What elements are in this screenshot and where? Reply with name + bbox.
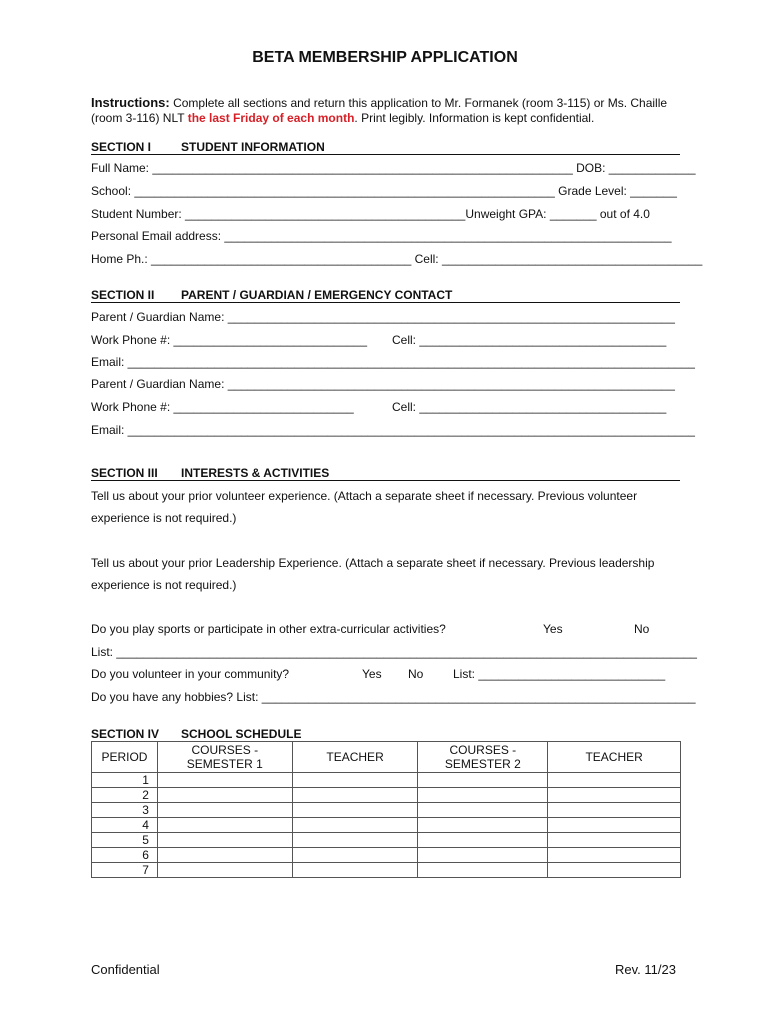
section-4-number: SECTION IV — [91, 727, 160, 741]
guardian-2-name-field[interactable]: Parent / Guardian Name: ___________________________________________________________________ — [91, 377, 675, 391]
schedule-row — [92, 848, 681, 863]
courses-sem1-header: COURSES - SEMESTER 1 — [157, 742, 292, 773]
courses-sem2-header: COURSES - SEMESTER 2 — [418, 742, 548, 773]
section-2-number: SECTION II — [91, 288, 155, 302]
course-sem2-cell[interactable] — [418, 848, 548, 863]
teacher-sem2-cell[interactable] — [548, 833, 681, 848]
teacher-sem2-cell[interactable] — [548, 773, 681, 788]
schedule-row — [92, 788, 681, 803]
period-number: 6 — [92, 848, 158, 863]
community-list-field[interactable]: List: ____________________________ — [453, 667, 666, 681]
sports-no-option[interactable]: No — [634, 622, 650, 636]
course-sem1-cell[interactable] — [157, 773, 292, 788]
schedule-header-row — [92, 742, 681, 773]
period-header: PERIOD — [92, 742, 158, 773]
section-1-name: STUDENT INFORMATION — [181, 140, 325, 154]
teacher-sem1-cell[interactable] — [292, 818, 418, 833]
page-title: BETA MEMBERSHIP APPLICATION — [252, 49, 518, 66]
instructions-text-before: Complete all sections and return this application to Mr. Formanek (room 3-115) or Ms. Chaille (room 3-116) NLT — [91, 96, 668, 125]
community-yes-option[interactable]: Yes — [362, 667, 382, 681]
community-no-option[interactable]: No — [408, 667, 424, 681]
section-3-header — [91, 466, 680, 481]
teacher-sem1-cell[interactable] — [292, 848, 418, 863]
course-sem2-cell[interactable] — [418, 788, 548, 803]
section-2-name: PARENT / GUARDIAN / EMERGENCY CONTACT — [181, 288, 453, 302]
section-1-number: SECTION I — [91, 140, 152, 154]
teacher-sem1-cell[interactable] — [292, 788, 418, 803]
instructions — [91, 95, 691, 126]
guardian-2-cell-field[interactable]: Cell: _____________________________________ — [392, 400, 667, 414]
course-sem2-cell[interactable] — [418, 818, 548, 833]
personal-email-field[interactable]: Personal Email address: ___________________________________________________________________ — [91, 229, 672, 243]
section-3-name: INTERESTS & ACTIVITIES — [181, 466, 330, 480]
hobbies-field[interactable]: Do you have any hobbies? List: _________________________________________________________________ — [91, 690, 696, 704]
guardian-1-cell-field[interactable]: Cell: _____________________________________ — [392, 333, 667, 347]
course-sem2-cell[interactable] — [418, 863, 548, 878]
community-question: Do you volunteer in your community? — [91, 667, 290, 681]
teacher-sem2-cell[interactable] — [548, 803, 681, 818]
teacher-sem2-cell[interactable] — [548, 818, 681, 833]
full-name-field[interactable]: Full Name: _______________________________________________________________ DOB: _____________ — [91, 161, 696, 175]
schedule-row — [92, 863, 681, 878]
course-sem1-cell[interactable] — [157, 863, 292, 878]
schedule-table — [91, 741, 681, 878]
period-number: 7 — [92, 863, 158, 878]
period-number: 3 — [92, 803, 158, 818]
guardian-1-email-field[interactable]: Email: _____________________________________________________________________________________ — [91, 355, 695, 369]
teacher-sem1-cell[interactable] — [292, 833, 418, 848]
guardian-1-name-field[interactable]: Parent / Guardian Name: ___________________________________________________________________ — [91, 310, 675, 324]
teacher-sem2-cell[interactable] — [548, 863, 681, 878]
teacher-sem1-cell[interactable] — [292, 863, 418, 878]
teacher-sem2-header: TEACHER — [548, 742, 681, 773]
course-sem2-cell[interactable] — [418, 803, 548, 818]
section-4-name: SCHOOL SCHEDULE — [181, 727, 302, 741]
teacher-sem2-cell[interactable] — [548, 848, 681, 863]
period-number: 1 — [92, 773, 158, 788]
instructions-text-after: . Print legibly. Information is kept confidential. — [354, 111, 595, 125]
guardian-2-email-field[interactable]: Email: _____________________________________________________________________________________ — [91, 423, 695, 437]
student-number-field[interactable]: Student Number: __________________________________________Unweight GPA: _______ out of 4.0 — [91, 207, 650, 221]
course-sem1-cell[interactable] — [157, 803, 292, 818]
section-3-number: SECTION III — [91, 466, 158, 480]
course-sem2-cell[interactable] — [418, 773, 548, 788]
footer-confidential: Confidential — [91, 962, 160, 977]
teacher-sem1-cell[interactable] — [292, 803, 418, 818]
section-1-header — [91, 140, 680, 155]
period-number: 2 — [92, 788, 158, 803]
course-sem1-cell[interactable] — [157, 818, 292, 833]
sports-yes-option[interactable]: Yes — [543, 622, 563, 636]
activities-list-field[interactable]: List: _______________________________________________________________________________________ — [91, 645, 697, 659]
schedule-row — [92, 833, 681, 848]
course-sem2-cell[interactable] — [418, 833, 548, 848]
home-phone-field[interactable]: Home Ph.: _______________________________________ Cell: _______________________________________ — [91, 252, 703, 266]
course-sem1-cell[interactable] — [157, 833, 292, 848]
school-field[interactable]: School: _______________________________________________________________ Grade Level: _______ — [91, 184, 677, 198]
period-number: 5 — [92, 833, 158, 848]
sports-question: Do you play sports or participate in other extra-curricular activities? — [91, 622, 446, 636]
deadline-highlight: the last Friday of each month — [187, 111, 355, 125]
course-sem1-cell[interactable] — [157, 788, 292, 803]
section-2-header — [91, 288, 680, 303]
teacher-sem1-header: TEACHER — [292, 742, 418, 773]
teacher-sem2-cell[interactable] — [548, 788, 681, 803]
leadership-question: Tell us about your prior Leadership Experience. (Attach a separate sheet if necessary. Previous leadership experience is not required.) — [91, 556, 655, 592]
volunteer-question: Tell us about your prior volunteer experience. (Attach a separate sheet if necessary. Previous volunteer experience is not required.) — [91, 489, 638, 525]
guardian-1-work-phone-field[interactable]: Work Phone #: _____________________________ — [91, 333, 368, 347]
period-number: 4 — [92, 818, 158, 833]
schedule-row — [92, 803, 681, 818]
schedule-row — [92, 773, 681, 788]
guardian-2-work-phone-field[interactable]: Work Phone #: ___________________________ — [91, 400, 354, 414]
course-sem1-cell[interactable] — [157, 848, 292, 863]
teacher-sem1-cell[interactable] — [292, 773, 418, 788]
schedule-row — [92, 818, 681, 833]
instructions-label: Instructions: — [91, 95, 170, 110]
footer-revision: Rev. 11/23 — [615, 962, 676, 977]
